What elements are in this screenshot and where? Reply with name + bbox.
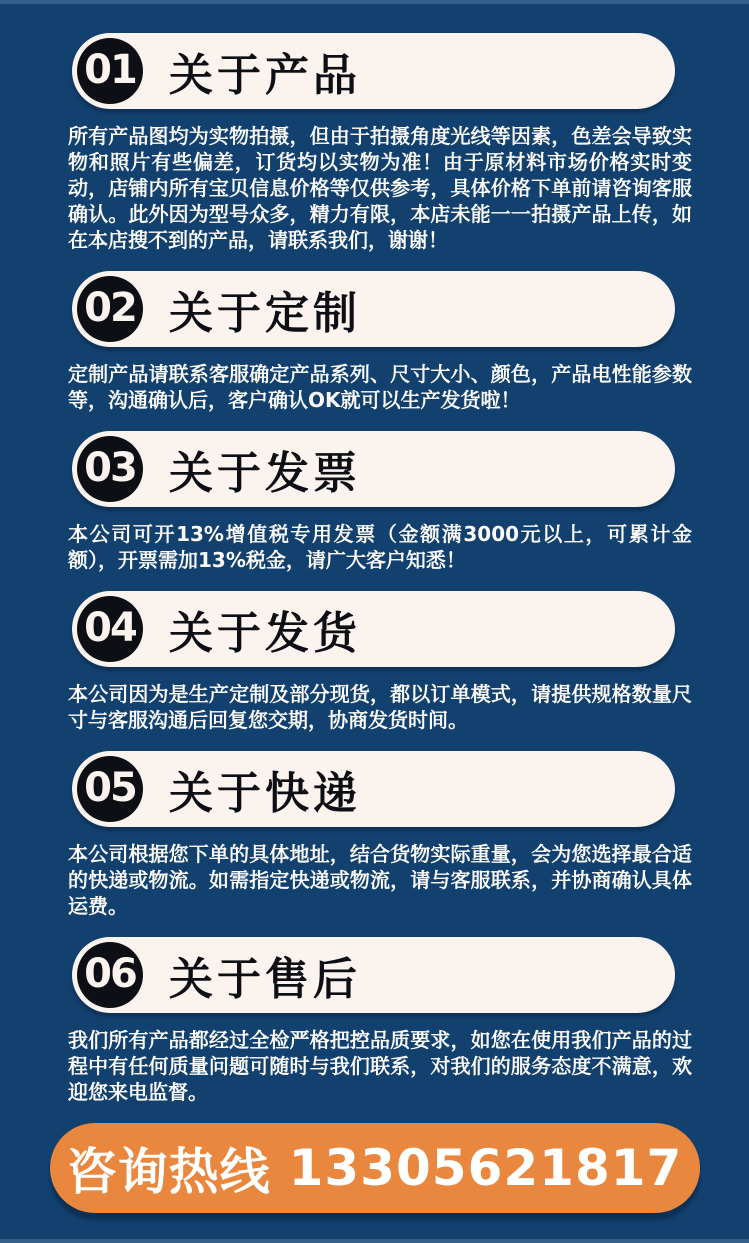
section-number: 01	[84, 47, 136, 93]
section-title: 关于快递	[169, 768, 361, 819]
section-body: 所有产品图均为实物拍摄，但由于拍摄角度光线等因素，色差会导致实物和照片有些偏差，订货均以实物为准！由于原材料市场价格实时变动，店铺内所有宝贝信息价格等仅供参考，具体价格下单前请咨询客服确认。此外因为型号众多，精力有限，本店未能一一拍摄产品上传，如在本店搜不到的产品，请联系我们，谢谢！	[68, 124, 692, 252]
top-edge-divider	[0, 0, 749, 4]
section-title: 关于产品	[169, 50, 361, 101]
section-about-invoice	[0, 431, 749, 573]
section-header-pill	[72, 271, 675, 347]
section-body: 本公司可开13%增值税专用发票（金额满3000元以上，可累计金额），开票需加13%税金，请广大客户知悉！	[68, 522, 692, 572]
number-badge	[77, 756, 143, 822]
section-about-aftersales	[0, 937, 749, 1105]
section-title: 关于定制	[169, 288, 361, 339]
section-about-product	[0, 33, 749, 253]
number-badge	[77, 942, 143, 1008]
section-body: 本公司根据您下单的具体地址，结合货物实际重量，会为您选择最合适的快递或物流。如需指定快递或物流，请与客服联系，并协商确认具体运费。	[68, 842, 692, 918]
section-about-express	[0, 751, 749, 919]
section-header-pill	[72, 33, 675, 109]
section-number: 02	[84, 285, 136, 331]
hotline-button[interactable]	[50, 1123, 700, 1213]
hotline-phone: 13305621817	[288, 1139, 683, 1197]
section-title: 关于发货	[169, 608, 361, 659]
section-number: 04	[84, 605, 136, 651]
number-badge	[77, 38, 143, 104]
section-body: 本公司因为是生产定制及部分现货，都以订单模式，请提供规格数量尺寸与客服沟通后回复您交期，协商发货时间。	[68, 682, 692, 732]
number-badge	[77, 276, 143, 342]
section-header-pill	[72, 937, 675, 1013]
section-number: 05	[84, 765, 136, 811]
section-body: 定制产品请联系客服确定产品系列、尺寸大小、颜色，产品电性能参数等，沟通确认后，客户确认OK就可以生产发货啦！	[68, 362, 692, 412]
section-number: 03	[84, 445, 136, 491]
section-header-pill	[72, 431, 675, 507]
section-title: 关于发票	[169, 448, 361, 499]
section-title: 关于售后	[169, 954, 361, 1005]
hotline-label: 咨询热线	[66, 1143, 271, 1201]
section-header-pill	[72, 751, 675, 827]
section-number: 06	[84, 951, 136, 997]
number-badge	[77, 596, 143, 662]
number-badge	[77, 436, 143, 502]
section-about-customization	[0, 271, 749, 413]
section-about-shipping	[0, 591, 749, 733]
section-body: 我们所有产品都经过全检严格把控品质要求，如您在使用我们产品的过程中有任何质量问题可随时与我们联系，对我们的服务态度不满意，欢迎您来电监督。	[68, 1028, 692, 1104]
bottom-edge-divider	[0, 1239, 749, 1243]
section-header-pill	[72, 591, 675, 667]
